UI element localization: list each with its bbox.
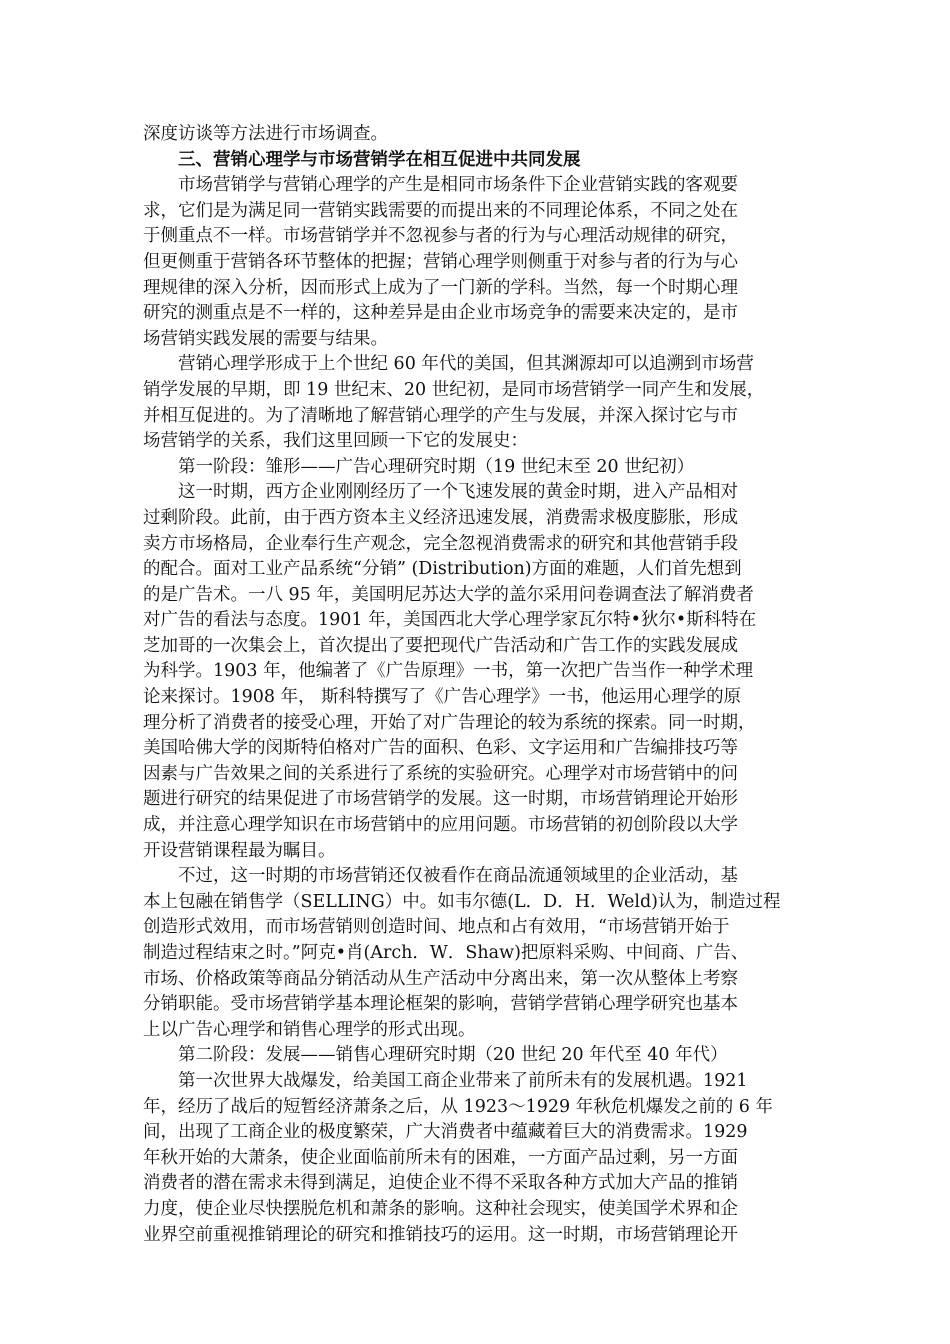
- paragraph-line: 不过，这一时期的市场营销还仅被看作在商品流通领域里的企业活动，基: [178, 866, 738, 887]
- paragraph-line: 第一次世界大战爆发，给美国工商企业带来了前所未有的发展机遇。1921: [178, 1070, 748, 1091]
- text-line: 销学发展的早期，即 19 世纪末、20 世纪初，是同市场营销学一同产生和发展，: [143, 379, 765, 400]
- text-line: 理规律的深入分析，因而形式上成为了一门新的学科。当然，每一个时期心理: [143, 277, 738, 298]
- text-line: 本上包融在销售学（SELLING）中。如韦尔德(L．D．H．Weld)认为，制造过程: [143, 891, 781, 912]
- text-line: 年秋开始的大萧条，使企业面临前所未有的困难，一方面产品过剩，另一方面: [143, 1147, 738, 1168]
- text-line: 成，并注意心理学知识在市场营销中的应用问题。市场营销的初创阶段以大学: [143, 815, 738, 836]
- text-line: 美国哈佛大学的闵斯特伯格对广告的面积、色彩、文字运用和广告编排技巧等: [143, 738, 738, 759]
- text-line: 间，出现了工商企业的极度繁荣，广大消费者中蕴藏着巨大的消费需求。1929: [143, 1122, 748, 1143]
- text-line: 业界空前重视推销理论的研究和推销技巧的运用。这一时期，市场营销理论开: [143, 1224, 738, 1245]
- text-line: [143, 1248, 810, 1274]
- text-line: 理分析了消费者的接受心理，开始了对广告理论的较为系统的探索。同一时期，: [143, 712, 756, 733]
- text-line: 消费者的潜在需求未得到满足，迫使企业不得不采取各种方式加大产品的推销: [143, 1173, 738, 1194]
- text-line: 过剩阶段。此前，由于西方资本主义经济迅速发展，消费需求极度膨胀，形成: [143, 507, 738, 528]
- text-line: 因素与广告效果之间的关系进行了系统的实验研究。心理学对市场营销中的问: [143, 763, 738, 784]
- text-line: 深度访谈等方法进行市场调查。: [143, 124, 388, 144]
- text-line: 市场、价格政策等商品分销活动从生产活动中分离出来，第一次从整体上考察: [143, 968, 738, 989]
- text-line: 并相互促进的。为了清晰地了解营销心理学的产生与发展，并深入探讨它与市: [143, 405, 738, 426]
- text-line: 但更侧重于营销各环节整体的把握；营销心理学则侧重于对参与者的行为与心: [143, 251, 738, 272]
- paragraph-line: 营销心理学形成于上个世纪 60 年代的美国，但其渊源却可以追溯到市场营: [178, 354, 754, 375]
- text-line: 对广告的看法与态度。1901 年，美国西北大学心理学家瓦尔特•狄尔•斯科特在: [143, 610, 757, 631]
- text-line: 为科学。1903 年，他编著了《广告原理》一书，第一次把广告当作一种学术理: [143, 661, 754, 682]
- text-line: 开设营销课程最为瞩目。: [143, 840, 336, 861]
- text-line: 场营销学的关系，我们这里回顾一下它的发展史：: [143, 431, 528, 452]
- text-line: 制造过程结束之时。”阿克•肖(Arch．W．Shaw)把原料采购、中间商、广告、: [143, 943, 749, 963]
- section-heading: 三、营销心理学与市场营销学在相互促进中共同发展: [178, 149, 581, 170]
- text-line: 上以广告心理学和销售心理学的形式出现。: [143, 1019, 476, 1040]
- text-line: 卖方市场格局，企业奉行生产观念，完全忽视消费需求的研究和其他营销手段: [143, 533, 738, 554]
- document-page: [143, 122, 810, 1274]
- text-line: 求，它们是为满足同一营销实践需要的而提出来的不同理论体系，不同之处在: [143, 200, 738, 221]
- text-line: 分销职能。受市场营销学基本理论框架的影响，营销学营销心理学研究也基本: [143, 994, 738, 1015]
- text-line: 年，经历了战后的短暂经济萧条之后，从 1923～1929 年秋危机爆发之前的 6 年: [143, 1096, 773, 1117]
- text-line: 的是广告术。一八 95 年，美国明尼苏达大学的盖尔采用问卷调查法了解消费者: [143, 584, 754, 605]
- text-line: 芝加哥的一次集会上，首次提出了要把现代广告活动和广告工作的实践发展成: [143, 635, 738, 656]
- text-line: 论来探讨。1908 年， 斯科特撰写了《广告心理学》一书，他运用心理学的原: [143, 687, 742, 708]
- paragraph-line: 市场营销学与营销心理学的产生是相同市场条件下企业营销实践的客观要: [178, 175, 738, 196]
- text-line: 的配合。面对工业产品系统“分销” (Distribution)方面的难题，人们首先想到: [143, 559, 742, 580]
- text-line: 研究的测重点是不一样的，这种差异是由企业市场竞争的需要来决定的，是市: [143, 303, 738, 324]
- paragraph-line: 这一时期，西方企业刚刚经历了一个飞速发展的黄金时期，进入产品相对: [178, 482, 738, 503]
- text-line: 场营销实践发展的需要与结果。: [143, 328, 388, 349]
- stage-heading-2: 第二阶段：发展——销售心理研究时期（20 世纪 20 年代至 40 年代）: [178, 1045, 728, 1066]
- stage-heading-1: 第一阶段：雏形——广告心理研究时期（19 世纪末至 20 世纪初）: [178, 456, 695, 477]
- text-line: 题进行研究的结果促进了市场营销学的发展。这一时期，市场营销理论开始形: [143, 789, 738, 810]
- text-line: 创造形式效用，而市场营销则创造时间、地点和占有效用，“市场营销开始于: [143, 917, 730, 938]
- text-line: 力度，使企业尽快摆脱危机和萧条的影响。这种社会现实，使美国学术界和企: [143, 1198, 738, 1219]
- text-line: 于侧重点不一样。市场营销学并不忽视参与者的行为与心理活动规律的研究，: [143, 226, 738, 247]
